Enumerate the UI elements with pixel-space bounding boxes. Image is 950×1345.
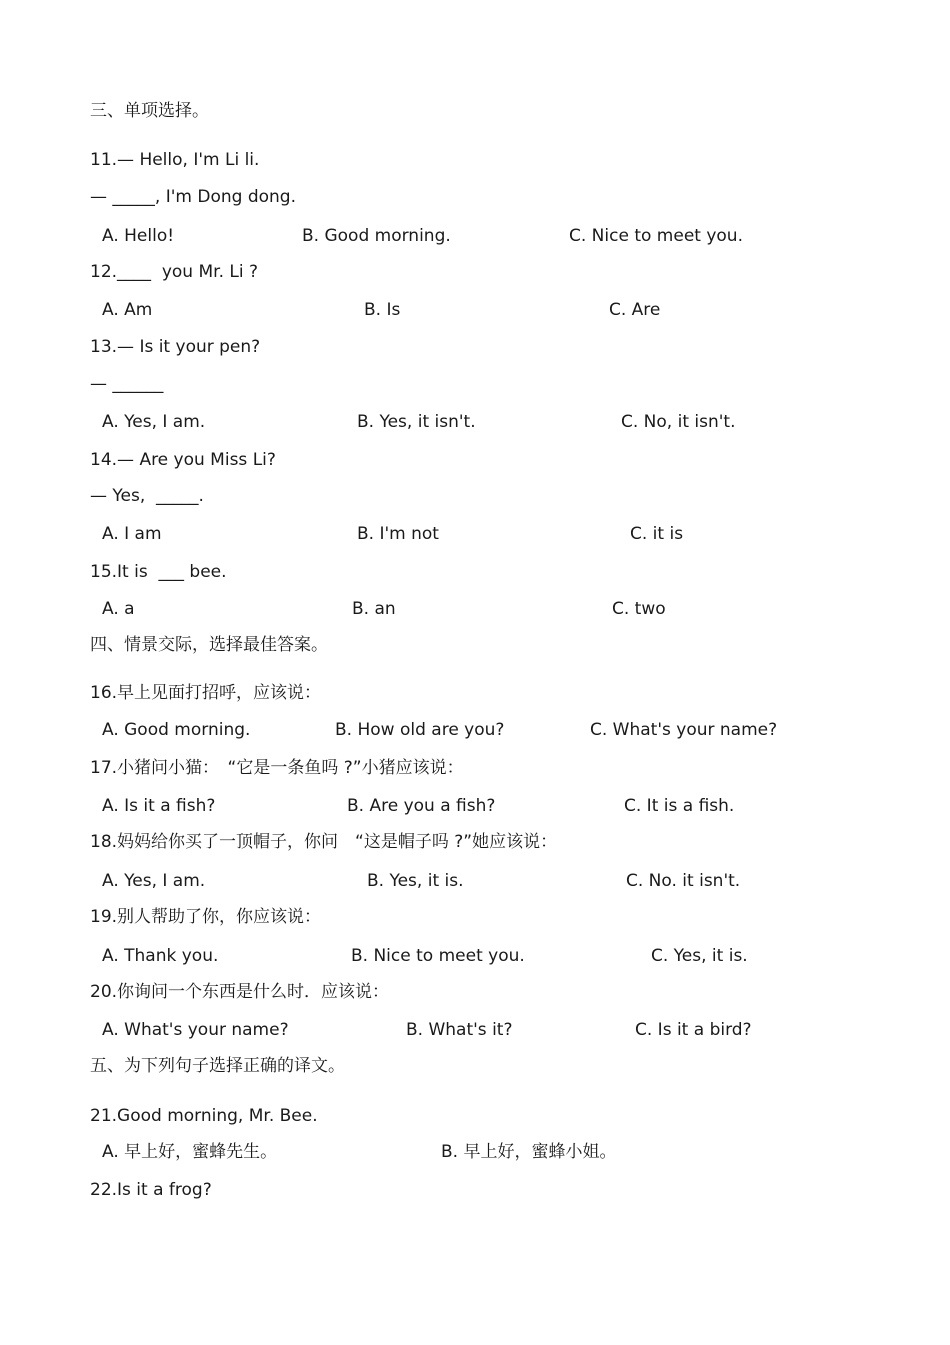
q19-stem: 19.别人帮助了你，你应该说：	[90, 907, 322, 927]
q16-option-b: B. How old are you?	[335, 720, 505, 740]
q13-reply: — ______	[90, 374, 164, 394]
q17-stem: 17.小猪问小猫： “它是一条鱼吗 ?”小猪应该说：	[90, 758, 464, 778]
q12-option-b: B. Is	[364, 300, 401, 320]
q11-option-a: A. Hello!	[102, 226, 175, 246]
q19-option-a: A. Thank you.	[102, 946, 219, 966]
q20-option-a: A. What's your name?	[102, 1020, 289, 1040]
q18-option-a: A. Yes, I am.	[102, 871, 206, 891]
q14-option-b: B. I'm not	[357, 524, 439, 544]
q17-option-c: C. It is a fish.	[624, 796, 735, 816]
q20-option-c: C. Is it a bird?	[635, 1020, 752, 1040]
section-4-heading: 四、情景交际，选择最佳答案。	[90, 635, 328, 655]
q17-option-a: A. Is it a fish?	[102, 796, 216, 816]
q21-stem: 21.Good morning, Mr. Bee.	[90, 1106, 318, 1126]
q20-stem: 20.你询问一个东西是什么时．应该说：	[90, 982, 390, 1002]
section-3-heading: 三、单项选择。	[90, 101, 209, 121]
section-5-heading: 五、为下列句子选择正确的译文。	[90, 1056, 345, 1076]
q11-option-b: B. Good morning.	[302, 226, 451, 246]
q16-stem: 16.早上见面打招呼，应该说：	[90, 683, 322, 703]
q14-stem: 14.— Are you Miss Li?	[90, 450, 276, 470]
q18-option-c: C. No. it isn't.	[626, 871, 741, 891]
q13-option-c: C. No, it isn't.	[621, 412, 736, 432]
q12-stem: 12.____ you Mr. Li ?	[90, 262, 259, 282]
q14-option-a: A. I am	[102, 524, 162, 544]
q16-option-a: A. Good morning.	[102, 720, 251, 740]
q12-option-c: C. Are	[609, 300, 661, 320]
q19-option-c: C. Yes, it is.	[651, 946, 748, 966]
q18-stem: 18.妈妈给你买了一顶帽子，你问 “这是帽子吗 ?”她应该说：	[90, 832, 558, 852]
q13-option-a: A. Yes, I am.	[102, 412, 206, 432]
q11-option-c: C. Nice to meet you.	[569, 226, 743, 246]
q13-stem: 13.— Is it your pen?	[90, 337, 261, 357]
q14-option-c: C. it is	[630, 524, 684, 544]
q11-reply: — _____, I'm Dong dong.	[90, 187, 296, 207]
q19-option-b: B. Nice to meet you.	[351, 946, 525, 966]
q14-reply: — Yes, _____.	[90, 486, 204, 506]
q17-option-b: B. Are you a fish?	[347, 796, 496, 816]
q15-option-b: B. an	[352, 599, 396, 619]
q16-option-c: C. What's your name?	[590, 720, 778, 740]
q21-option-a: A. 早上好，蜜蜂先生。	[102, 1142, 278, 1162]
q11-stem: 11.— Hello, I'm Li li.	[90, 150, 260, 170]
q15-stem: 15.It is ___ bee.	[90, 562, 227, 582]
q15-option-a: A. a	[102, 599, 135, 619]
q12-option-a: A. Am	[102, 300, 153, 320]
q22-stem: 22.Is it a frog?	[90, 1180, 212, 1200]
q20-option-b: B. What's it?	[406, 1020, 513, 1040]
q15-option-c: C. two	[612, 599, 666, 619]
q18-option-b: B. Yes, it is.	[367, 871, 464, 891]
q13-option-b: B. Yes, it isn't.	[357, 412, 476, 432]
q21-option-b: B. 早上好，蜜蜂小姐。	[441, 1142, 617, 1162]
